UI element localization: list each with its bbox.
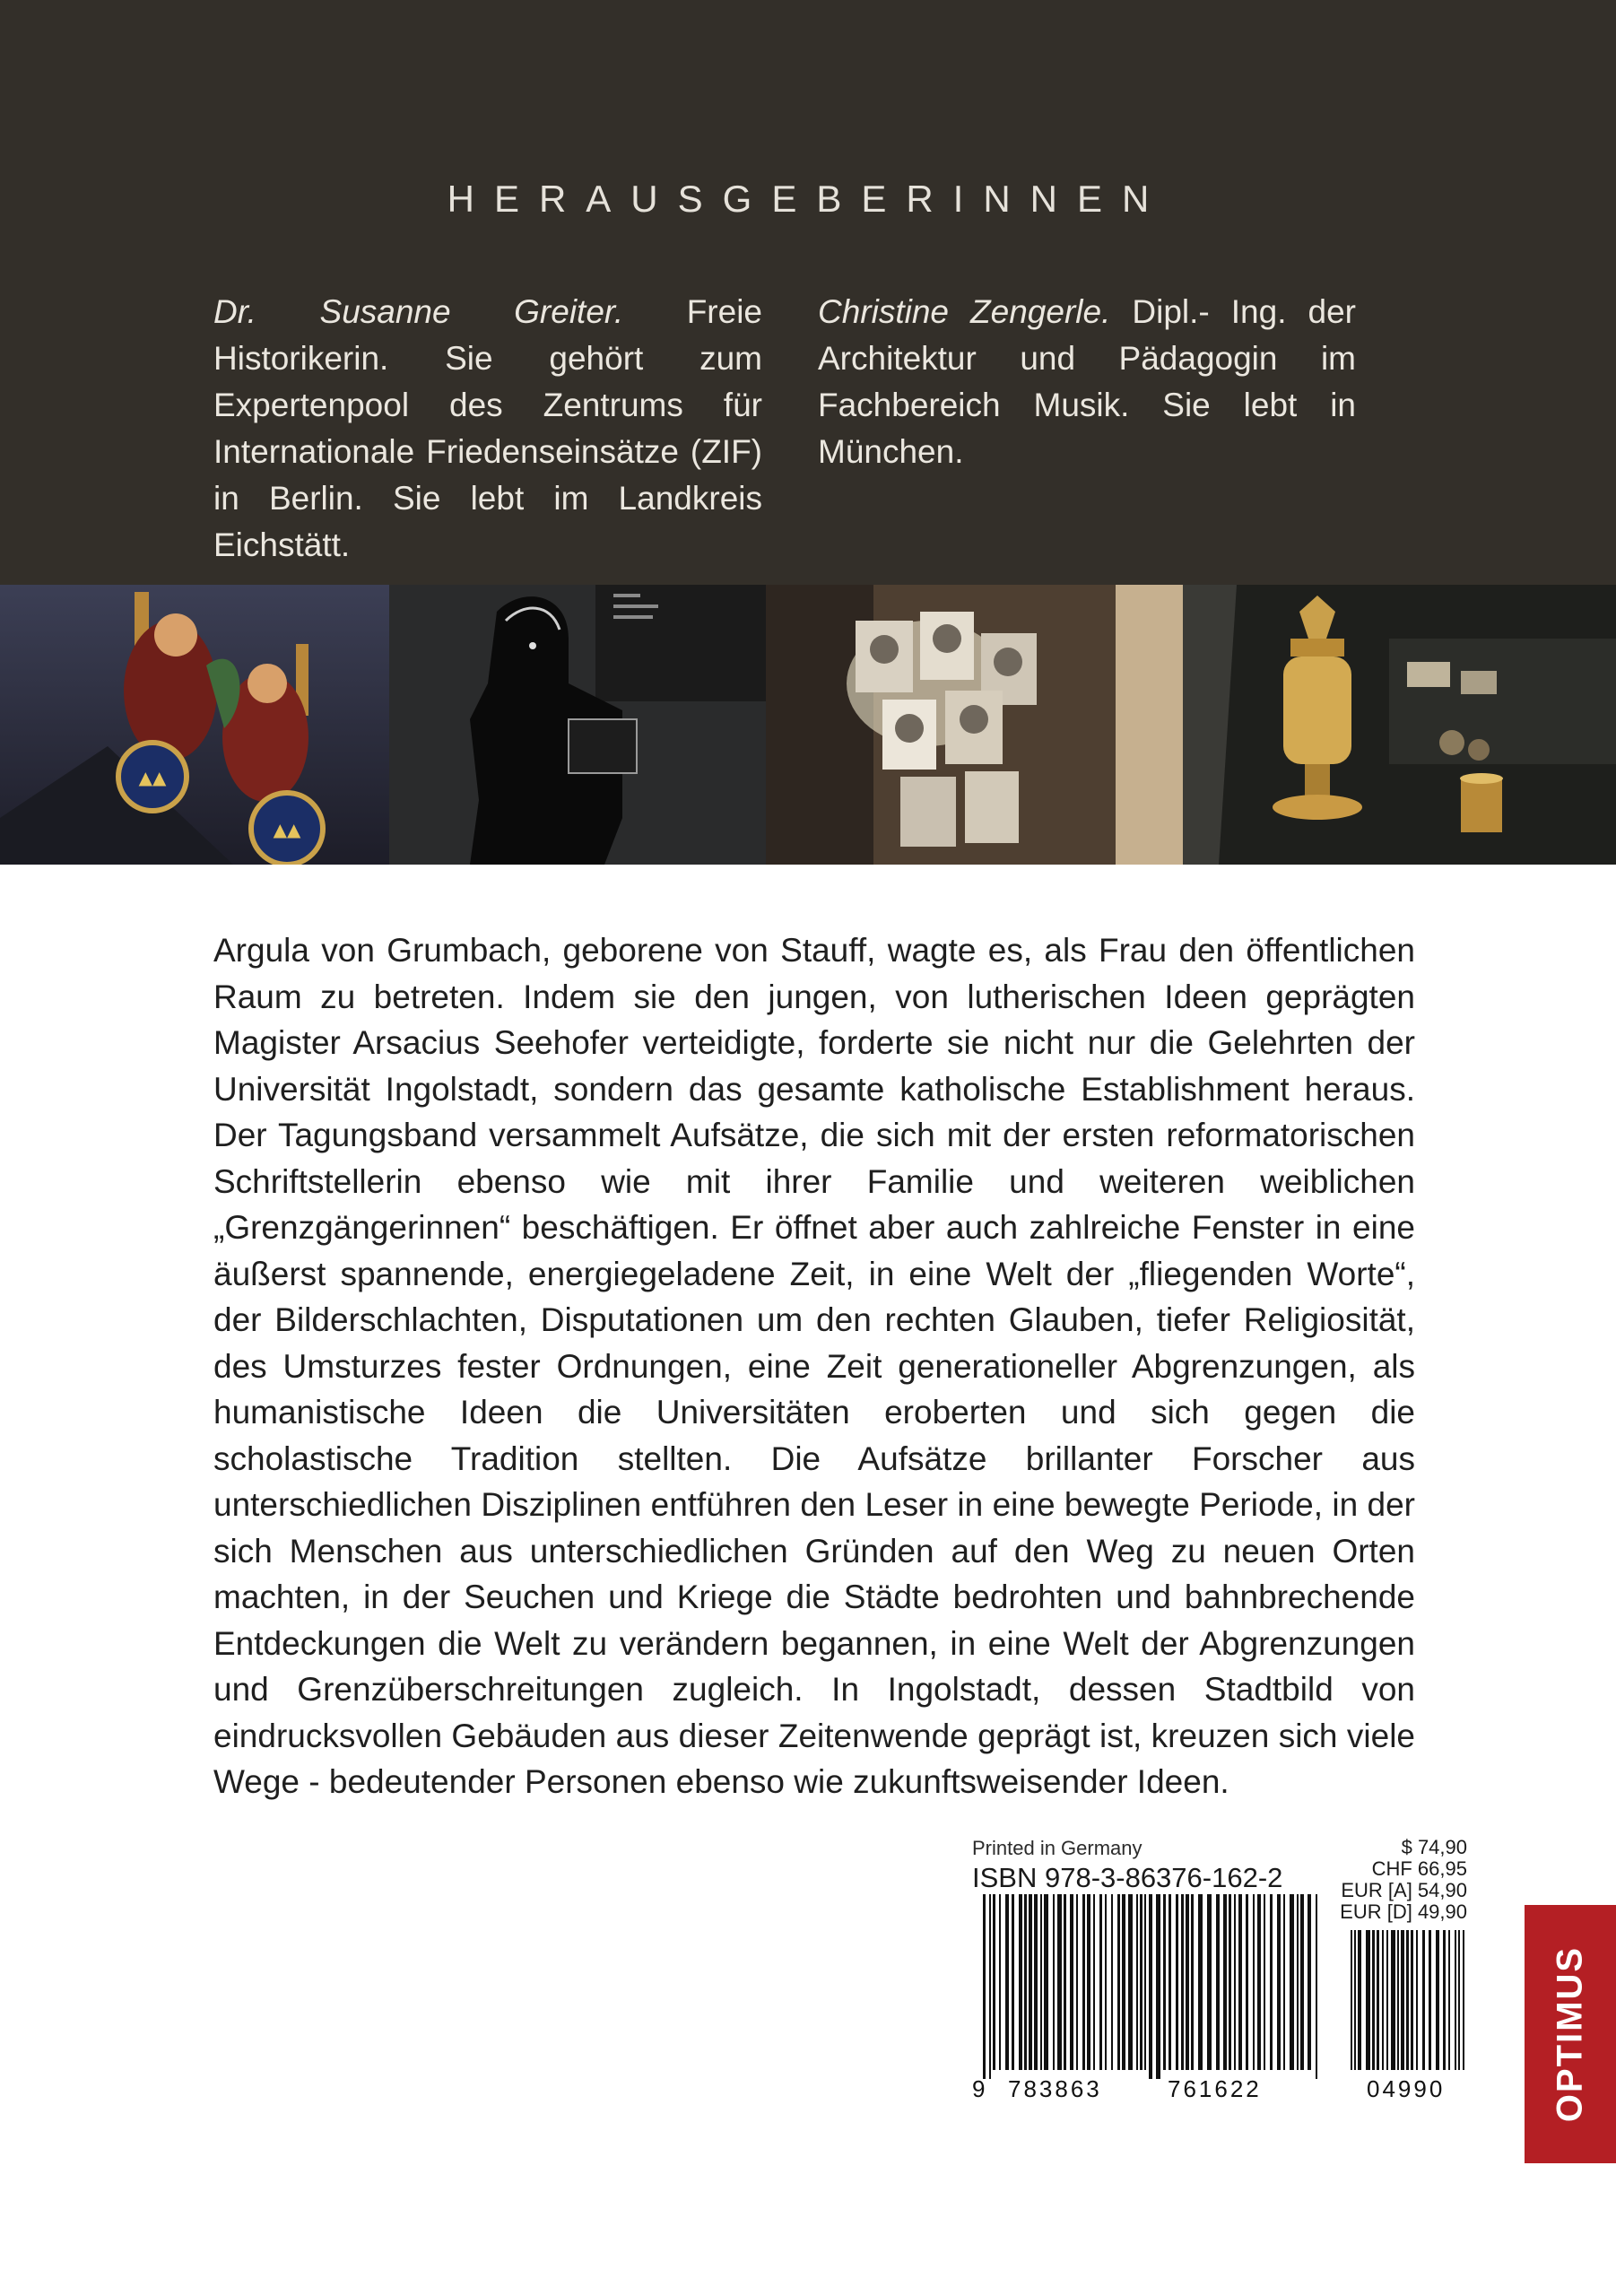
barcode-bar	[1308, 1894, 1311, 2070]
barcode-bar	[1216, 1894, 1220, 2070]
barcode-bar	[1111, 1894, 1113, 2070]
barcode-bar	[1176, 1894, 1178, 2070]
barcode-bar	[1012, 1894, 1014, 2070]
barcode-bar	[1257, 1894, 1261, 2070]
price-eur-a: EUR [A] 54,90	[1341, 1879, 1467, 1901]
barcode-bar	[1223, 1894, 1227, 2070]
barcode-addon-bar	[1416, 1930, 1418, 2070]
barcode-addon-bar	[1351, 1930, 1352, 2070]
barcode-addon-bar	[1406, 1930, 1409, 2070]
barcode-bar	[1117, 1894, 1120, 2070]
barcode-addon-bar	[1448, 1930, 1450, 2070]
barcode-addon-bar	[1377, 1930, 1379, 2070]
barcode-bar	[1181, 1894, 1184, 2070]
barcode-bar	[1186, 1894, 1189, 2070]
author-name: Christine Zengerle.	[818, 293, 1111, 330]
publisher-logo	[1525, 1905, 1616, 2163]
barcode-addon-bar	[1463, 1930, 1464, 2070]
authors-panel	[0, 0, 1616, 585]
barcode-bar	[1029, 1894, 1032, 2070]
barcode-bar	[1229, 1894, 1231, 2070]
printed-in-label: Printed in Germany	[972, 1837, 1142, 1859]
barcode-bar	[1019, 1894, 1022, 2070]
isbn-barcode	[972, 1894, 1474, 2100]
barcode-bar	[1044, 1894, 1048, 2070]
barcode-bar	[983, 1894, 986, 2079]
barcode-bar	[1156, 1894, 1160, 2079]
price-usd: $ 74,90	[1401, 1836, 1467, 1858]
barcode-bar	[1053, 1894, 1055, 2070]
barcode-addon-bar	[1397, 1930, 1399, 2070]
barcode-bar	[1099, 1894, 1102, 2070]
price-chf: CHF 66,95	[1371, 1857, 1467, 1880]
barcode-addon-bar	[1382, 1930, 1384, 2070]
photo-strip	[0, 585, 1616, 865]
angel-candle-figures-photo	[0, 585, 389, 865]
barcode-bar	[993, 1894, 995, 2070]
barcode-bar	[1040, 1894, 1042, 2070]
barcode-addon-bar	[1354, 1930, 1356, 2070]
barcode-bar	[1070, 1894, 1073, 2070]
barcode-bar	[989, 1894, 991, 2079]
barcode-digits-right: 761622	[1168, 2075, 1262, 2102]
barcode-bar	[1238, 1894, 1242, 2070]
barcode-bar	[1087, 1894, 1090, 2070]
barcode-bar	[1136, 1894, 1138, 2070]
barcode-bar	[1093, 1894, 1095, 2070]
barcode-bar	[1316, 1894, 1317, 2079]
barcode-bar	[1140, 1894, 1142, 2070]
barcode-bar	[1082, 1894, 1085, 2070]
barcode-bar	[1270, 1894, 1273, 2070]
barcode-addon-bar	[1436, 1930, 1439, 2070]
barcode-addon-bar	[1358, 1930, 1361, 2070]
barcode-bar	[1198, 1894, 1203, 2070]
author-description: Dipl.- Ing. der Architektur und Pädagogin im Fachbereich Musik. Sie lebt in München.	[818, 293, 1356, 470]
barcode-bar	[1297, 1894, 1299, 2070]
barcode-bar	[1149, 1894, 1152, 2079]
isbn-label: ISBN 978-3-86376-162-2	[972, 1862, 1283, 1893]
portrait-cards-photo	[766, 585, 1183, 865]
book-description: Argula von Grumbach, geborene von Stauff, wagte es, als Frau den öffentlichen Raum zu betreten. Indem sie den jungen, von lutherischen Ideen geprägten Magister Arsacius Seehofer verteidigte, forderte sie nicht nur die Gelehrten der Universität Ingolstadt, sondern das gesamte katholische Establishment heraus. Der Tagungsband versammelt Aufsätze, die sich mit der ersten reformatorischen Schriftstellerin ebenso wie mit ihrer Familie und weiteren weiblichen „Grenzgängerinnen“ beschäftigen. Er öffnet aber auch zahlreiche Fenster in eine äußerst spannende, energiegeladene Zeit, in eine Welt der „fliegenden Worte“, der Bilderschlachten, Disputationen um den rechten Glauben, tiefer Religiosität, des Umsturzes fester Ordnungen, eine Zeit generationeller Abgrenzungen, als humanistische Ideen die Universitäten eroberten und sich gegen die scholastische Tradition stellten. Die Aufsätze brillanter Forscher aus unterschiedlichen Disziplinen entführen den Leser in eine bewegte Periode, in der sich Menschen aus unterschiedlichen Gründen auf den Weg zu neuen Orten machten, in der Seuchen und Kriege die Städte bedrohten und bahnbrechende Entdeckungen die Welt zu verändern begannen, in eine Welt der Abgrenzungen und Grenzüberschreitungen zugleich. In Ingolstadt, dessen Stadtbild von eindrucksvollen Gebäuden aus dieser Zeitenwende geprägt ist, kreuzen sich viele Wege - bedeutender Personen ebenso wie zukunftsweisender Ideen.	[213, 932, 1415, 1800]
barcode-bar	[1064, 1894, 1066, 2070]
publisher-name: OPTIMUS	[1550, 1945, 1590, 2123]
barcode-addon-bar	[1422, 1930, 1425, 2070]
author-description: Freie Historikerin. Sie gehört zum Expertenpool des Zentrums für Internationale Friedenseinsätze (ZIF) in Berlin. Sie lebt im Landkreis Eichstätt.	[213, 293, 763, 563]
barcode-bar	[1122, 1894, 1125, 2070]
barcode-bar	[1034, 1894, 1038, 2070]
barcode-bar	[1277, 1894, 1281, 2070]
svg-text:▲▲: ▲▲	[273, 819, 301, 840]
golden-chalice-display-photo	[1183, 585, 1616, 865]
barcode-bar	[1005, 1894, 1009, 2070]
barcode-addon-bar	[1429, 1930, 1431, 2070]
barcode-bar	[1144, 1894, 1146, 2070]
barcode-digit-lead: 9	[972, 2075, 988, 2102]
barcode-digits-addon: 04990	[1367, 2075, 1446, 2102]
barcode-bar	[1076, 1894, 1078, 2070]
barcode-bar	[1169, 1894, 1171, 2070]
price-eur-d: EUR [D] 49,90	[1340, 1900, 1467, 1923]
barcode-bar	[1024, 1894, 1027, 2070]
barcode-bar	[1207, 1894, 1212, 2070]
barcode-addon-bar	[1372, 1930, 1375, 2070]
barcode-bar	[1283, 1894, 1285, 2070]
authors-heading: HERAUSGEBERINNEN	[447, 178, 1169, 220]
barcode-bar	[1163, 1894, 1166, 2070]
barcode-bar	[1191, 1894, 1194, 2070]
barcode-addon-bar	[1391, 1930, 1395, 2070]
barcode-addon-bar	[1458, 1930, 1460, 2070]
barcode-addon-bar	[1411, 1930, 1413, 2070]
barcode-addon-bar	[1443, 1930, 1446, 2070]
barcode-bar	[1128, 1894, 1133, 2070]
barcode-digits-left: 783863	[1008, 2075, 1102, 2102]
barcode-bar	[1105, 1894, 1107, 2070]
barcode-bar	[1290, 1894, 1294, 2070]
barcode-bar	[1057, 1894, 1062, 2070]
svg-text:▲▲: ▲▲	[138, 767, 167, 788]
author-bio-zengerle	[818, 289, 1356, 475]
barcode-bar	[1264, 1894, 1265, 2070]
barcode-bar	[1300, 1894, 1304, 2070]
barcode-addon-bar	[1366, 1930, 1370, 2070]
author-bio-greiter	[213, 289, 762, 569]
barcode-bar	[1253, 1894, 1255, 2070]
barcode-bar	[999, 1894, 1001, 2070]
author-name: Dr. Susanne Greiter.	[213, 293, 624, 330]
barcode-addon-bar	[1401, 1930, 1404, 2070]
barcode-bar	[1246, 1894, 1248, 2070]
barcode-addon-bar	[1386, 1930, 1388, 2070]
barcode-addon-bar	[1455, 1930, 1456, 2070]
reading-figure-silhouette-photo	[389, 585, 766, 865]
barcode-bar	[1234, 1894, 1236, 2070]
